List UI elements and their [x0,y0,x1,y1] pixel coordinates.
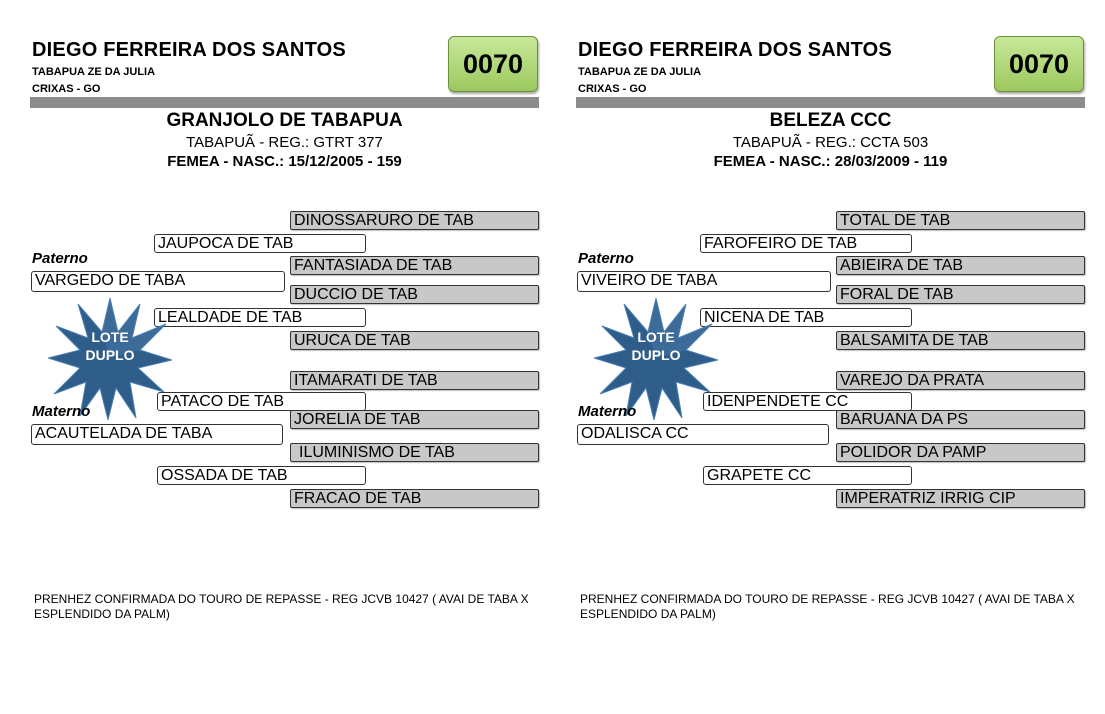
mother-box: ACAUTELADA DE TABA [31,424,283,445]
paternal-grandsire: JAUPOCA DE TAB [154,234,366,253]
great-grandparent-6: JORELIA DE TAB [290,410,539,429]
pregnancy-note: PRENHEZ CONFIRMADA DO TOURO DE REPASSE - REG JCVB 10427 ( AVAI DE TABA X ESPLENDIDO DA PALM) [34,592,529,621]
auction-card-right [576,0,1096,714]
materno-label: Materno [578,403,637,420]
lote-duplo-starburst [594,296,718,420]
birth-line: FEMEA - NASC.: 15/12/2005 - 159 [167,153,402,170]
registration-line: TABAPUÃ - REG.: CCTA 503 [732,134,929,151]
registration-line: TABAPUÃ - REG.: GTRT 377 [186,134,383,151]
great-grandparent-3: FORAL DE TAB [836,285,1085,304]
badge-text-line1: LOTE [91,329,129,345]
badge-text-line2: DUPLO [631,347,681,363]
great-grandparent-2: ABIEIRA DE TAB [836,256,1085,275]
great-grandparent-2: FANTASIADA DE TAB [290,256,539,275]
great-grandparent-8: FRACAO DE TAB [290,489,539,508]
maternal-grandsire: PATACO DE TAB [157,392,366,411]
lot-number-badge: 0070 [448,36,538,92]
great-grandparent-8: IMPERATRIZ IRRIG CIP [836,489,1085,508]
city: CRIXAS - GO [578,83,647,95]
pregnancy-note: PRENHEZ CONFIRMADA DO TOURO DE REPASSE - REG JCVB 10427 ( AVAI DE TABA X ESPLENDIDO DA PALM) [580,592,1075,621]
city: CRIXAS - GO [32,83,101,95]
header-divider [576,97,1085,108]
materno-label: Materno [32,403,91,420]
farm-name: TABAPUA ZE DA JULIA [32,66,156,78]
paternal-granddam: LEALDADE DE TAB [154,308,366,327]
great-grandparent-4: BALSAMITA DE TAB [836,331,1085,350]
father-box: VIVEIRO DE TABA [577,271,831,292]
great-grandparent-7: ILUMINISMO DE TAB [290,443,539,462]
animal-name: GRANJOLO DE TABAPUA [166,110,403,131]
auction-card-left [30,0,550,714]
paterno-label: Paterno [32,250,88,267]
birth-line: FEMEA - NASC.: 28/03/2009 - 119 [713,153,948,170]
great-grandparent-1: DINOSSARURO DE TAB [290,211,539,230]
mother-box: ODALISCA CC [577,424,829,445]
maternal-grandsire: IDENPENDETE CC [703,392,912,411]
great-grandparent-7: POLIDOR DA PAMP [836,443,1085,462]
great-grandparent-3: DUCCIO DE TAB [290,285,539,304]
badge-text-line1: LOTE [637,329,675,345]
great-grandparent-1: TOTAL DE TAB [836,211,1085,230]
paternal-grandsire: FAROFEIRO DE TAB [700,234,912,253]
header-divider [30,97,539,108]
paterno-label: Paterno [578,250,634,267]
great-grandparent-5: VAREJO DA PRATA [836,371,1085,390]
owner-name: DIEGO FERREIRA DOS SANTOS [578,39,892,61]
father-box: VARGEDO DE TABA [31,271,285,292]
lot-number-badge: 0070 [994,36,1084,92]
farm-name: TABAPUA ZE DA JULIA [578,66,702,78]
owner-name: DIEGO FERREIRA DOS SANTOS [32,39,346,61]
great-grandparent-6: BARUANA DA PS [836,410,1085,429]
animal-name: BELEZA CCC [769,110,892,131]
paternal-granddam: NICENA DE TAB [700,308,912,327]
maternal-granddam: GRAPETE CC [703,466,912,485]
great-grandparent-4: URUCA DE TAB [290,331,539,350]
great-grandparent-5: ITAMARATI DE TAB [290,371,539,390]
maternal-granddam: OSSADA DE TAB [157,466,366,485]
badge-text-line2: DUPLO [85,347,135,363]
lote-duplo-starburst [48,296,172,420]
